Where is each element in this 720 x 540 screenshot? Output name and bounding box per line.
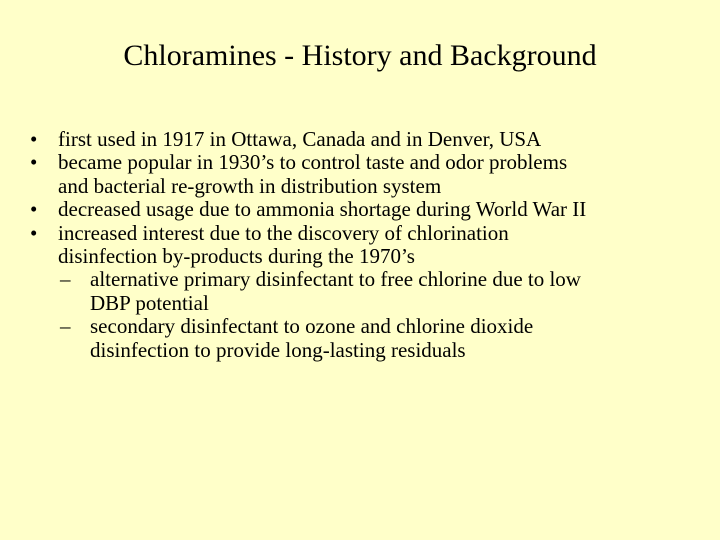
bullet-list — [30, 128, 700, 362]
bullet-marker: • — [30, 197, 38, 222]
bullet-text-line: first used in 1917 in Ottawa, Canada and in Denver, USA — [58, 127, 542, 151]
bullet-item — [30, 222, 700, 269]
bullet-marker: • — [30, 150, 38, 175]
bullet-text-line: and bacterial re-growth in distribution system — [58, 173, 442, 198]
bullet-marker: • — [30, 220, 38, 245]
bullet-marker: • — [30, 127, 38, 151]
bullet-item — [30, 128, 700, 151]
sub-bullet-text-line: DBP potential — [90, 290, 209, 315]
bullet-item — [30, 151, 700, 198]
bullet-text-line: increased interest due to the discovery of chlorination — [58, 220, 509, 245]
bullet-text-line: decreased usage due to ammonia shortage during World War II — [58, 197, 587, 222]
bullet-text-line: became popular in 1930’s to control taste and odor problems — [58, 150, 568, 175]
sub-bullet-item — [30, 315, 700, 362]
sub-bullet-item — [30, 268, 700, 315]
bullet-text-line: disinfection by-products during the 1970’s — [58, 244, 415, 269]
bullet-item — [30, 198, 700, 221]
sub-bullet-text-line: alternative primary disinfectant to free chlorine due to low — [90, 267, 581, 292]
sub-bullet-marker: – — [60, 267, 71, 292]
sub-bullet-marker: – — [60, 314, 71, 339]
sub-bullet-text-line: disinfection to provide long-lasting residuals — [90, 337, 466, 362]
slide-title: Chloramines - History and Background — [123, 39, 597, 72]
sub-bullet-text-line: secondary disinfectant to ozone and chlorine dioxide — [90, 314, 534, 339]
